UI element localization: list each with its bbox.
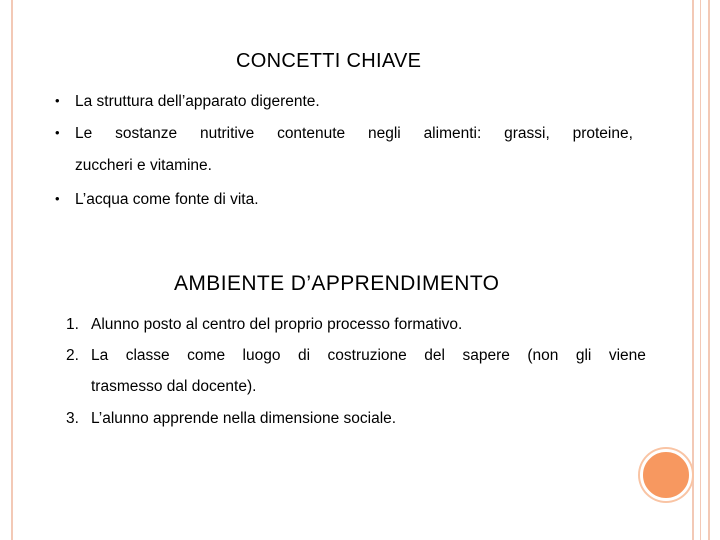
word: La bbox=[91, 347, 109, 364]
word: gli bbox=[575, 347, 592, 364]
frame-line-right-3 bbox=[708, 0, 710, 540]
word: del bbox=[424, 347, 445, 364]
word: proteine, bbox=[572, 125, 633, 142]
word: classe bbox=[125, 347, 170, 364]
word: contenute bbox=[277, 125, 346, 142]
section-title-concetti: CONCETTI CHIAVE bbox=[236, 50, 422, 72]
concept-item-3: L’acqua come fonte di vita. bbox=[75, 191, 259, 208]
frame-line-left bbox=[11, 0, 13, 540]
word: grassi, bbox=[504, 125, 550, 142]
word: nutritive bbox=[199, 125, 255, 142]
word: sostanze bbox=[115, 125, 178, 142]
word: sapere bbox=[462, 347, 510, 364]
environment-item-2-line-1 bbox=[91, 346, 646, 366]
word: viene bbox=[608, 347, 646, 364]
word: come bbox=[187, 347, 226, 364]
list-number: 2. bbox=[66, 347, 79, 364]
word: alimenti: bbox=[423, 125, 482, 142]
concept-item-2-line-2: zuccheri e vitamine. bbox=[75, 157, 212, 174]
concept-item-2-line-1 bbox=[75, 124, 633, 144]
word: di bbox=[297, 347, 311, 364]
section-title-ambiente: AMBIENTE D’APPRENDIMENTO bbox=[174, 272, 500, 295]
bullet-marker: • bbox=[55, 191, 60, 206]
list-number: 3. bbox=[66, 410, 79, 427]
word: costruzione bbox=[327, 347, 407, 364]
frame-line-right-1 bbox=[692, 0, 694, 540]
bullet-marker: • bbox=[55, 93, 60, 108]
environment-item-2-line-2: trasmesso dal docente). bbox=[91, 378, 257, 395]
word: Le bbox=[75, 125, 93, 142]
word: (non bbox=[527, 347, 559, 364]
concept-item-1: La struttura dell’apparato digerente. bbox=[75, 93, 320, 110]
bullet-marker: • bbox=[55, 125, 60, 140]
environment-item-1: Alunno posto al centro del proprio processo formativo. bbox=[91, 316, 463, 333]
list-number: 1. bbox=[66, 316, 79, 333]
word: negli bbox=[367, 125, 401, 142]
environment-item-3: L’alunno apprende nella dimensione sociale. bbox=[91, 410, 397, 427]
frame-line-right-2 bbox=[700, 0, 701, 540]
accent-circle bbox=[640, 449, 692, 501]
word: luogo bbox=[242, 347, 281, 364]
